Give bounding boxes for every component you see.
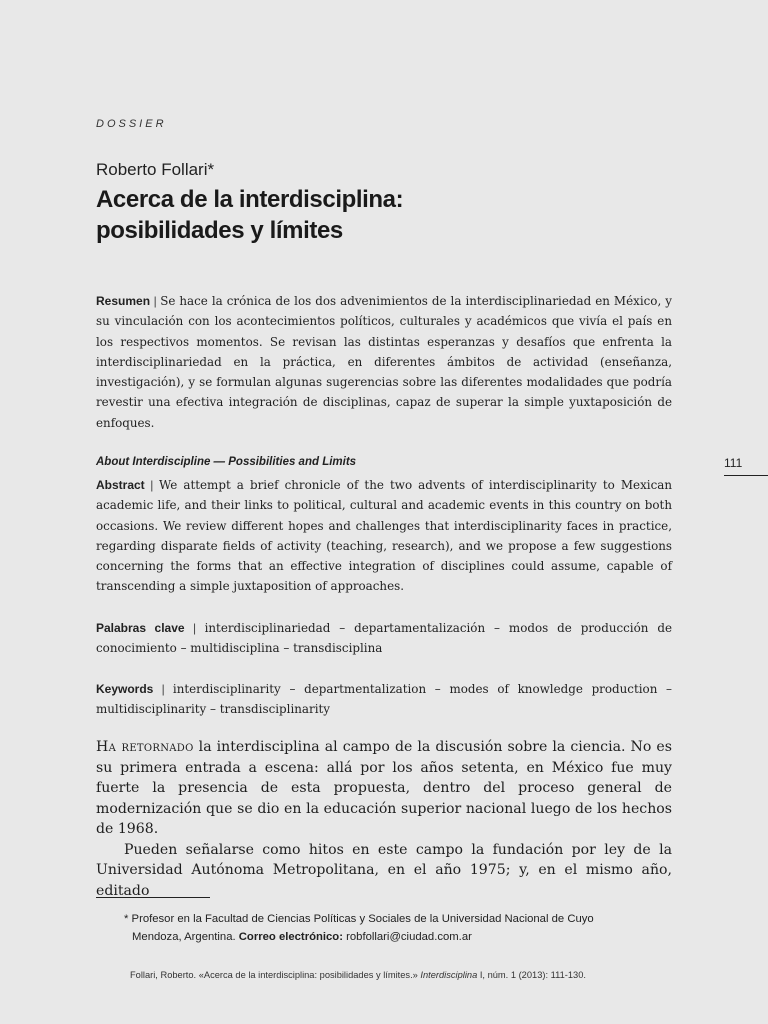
palabras-clave-label: Palabras clave — [96, 621, 185, 635]
separator: | — [184, 621, 205, 635]
separator: | — [150, 294, 161, 308]
keywords-block — [96, 679, 672, 720]
paragraph-text: la interdisciplina al campo de la discusión sobre la ciencia. No es su primera entrada a escena: allá por los años setenta, en México fue muy fuerte la presencia de esta propuesta, dentro del proceso general de modernización que se dio en la educación superior nacional luego de los hechos de 1968. — [96, 739, 673, 837]
resumen-label: Resumen — [96, 294, 151, 308]
palabras-clave-block — [96, 618, 672, 659]
keywords-label: Keywords — [96, 682, 154, 696]
citation-journal: Interdisciplina — [420, 970, 478, 980]
abstract-label: Abstract — [96, 478, 145, 492]
separator: | — [153, 682, 173, 696]
email-address: robfollari@ciudad.com.ar — [342, 930, 472, 943]
separator: | — [144, 478, 159, 492]
palabras-clave-text: interdisciplinariedad – departamentalización – modos de producción de conocimiento – multidisciplina – transdisciplina — [96, 621, 672, 656]
resumen-block — [96, 291, 672, 433]
footnote-line-2 — [124, 929, 684, 947]
footnote-line-1: * Profesor en la Facultad de Ciencias Políticas y Sociales de la Universidad Nacional de Cuyo — [124, 913, 594, 925]
citation-suffix: I, núm. 1 (2013): 111-130. — [477, 970, 586, 980]
abstract-text: We attempt a brief chronicle of the two advents of interdisciplinarity to Mexican academic life, and their links to political, cultural and academic events in this country on both occasions. We review different hopes and challenges that interdisciplinarity faces in practice, regarding disparate fields of activity (teaching, research), and we propose a few suggestions concerning the forms that an effective integration of disciplines could assume, capable of transcending a simple juxtaposition of approaches. — [96, 478, 673, 594]
email-label: Correo electrónico: — [238, 930, 343, 943]
footnote — [124, 911, 684, 946]
abstract-block — [96, 475, 672, 597]
body-paragraph-2: Pueden señalarse como hitos en este campo la fundación por ley de la Universidad Autónoma Metropolitana, en el año 1975; y, en el mismo año, editado — [96, 841, 672, 899]
abstract-title: About Interdiscipline — Possibilities and Limits — [96, 456, 357, 468]
body-paragraph-1 — [96, 737, 672, 840]
citation-prefix: Follari, Roberto. «Acerca de la interdisciplina: posibilidades y límites.» — [130, 970, 421, 980]
title-line-2: posibilidades y límites — [96, 217, 343, 244]
author-name: Roberto Follari* — [96, 160, 215, 179]
footnote-divider — [96, 897, 210, 898]
paragraph-lead-in: Ha retornado — [96, 739, 194, 755]
page-number: 111 — [724, 456, 768, 476]
citation — [130, 970, 730, 980]
resumen-text: Se hace la crónica de los dos advenimientos de la interdisciplinariedad en México, y su vinculación con los acontecimientos políticos, culturales y académicos que vivía el país en los respectivos momentos. Se revisan las distintas esperanzas y desafíos que enfrenta la interdisciplinariedad en la práctica, en diferentes ámbitos de actividad (enseñanza, investigación), y se formulan algunas sugerencias sobre las diferentes modalidades que podría revestir una efectiva integración de disciplinas, capaz de superar la simple yuxtaposición de enfoques. — [96, 294, 672, 430]
keywords-text: interdisciplinarity – departmentalization – modes of knowledge production – multidisciplinarity – transdisciplinarity — [96, 682, 672, 717]
section-label: DOSSIER — [96, 118, 167, 130]
article-title — [96, 184, 676, 246]
body-text — [96, 737, 672, 901]
footnote-location: Mendoza, Argentina. — [132, 930, 239, 943]
title-line-1: Acerca de la interdisciplina: — [96, 186, 404, 213]
